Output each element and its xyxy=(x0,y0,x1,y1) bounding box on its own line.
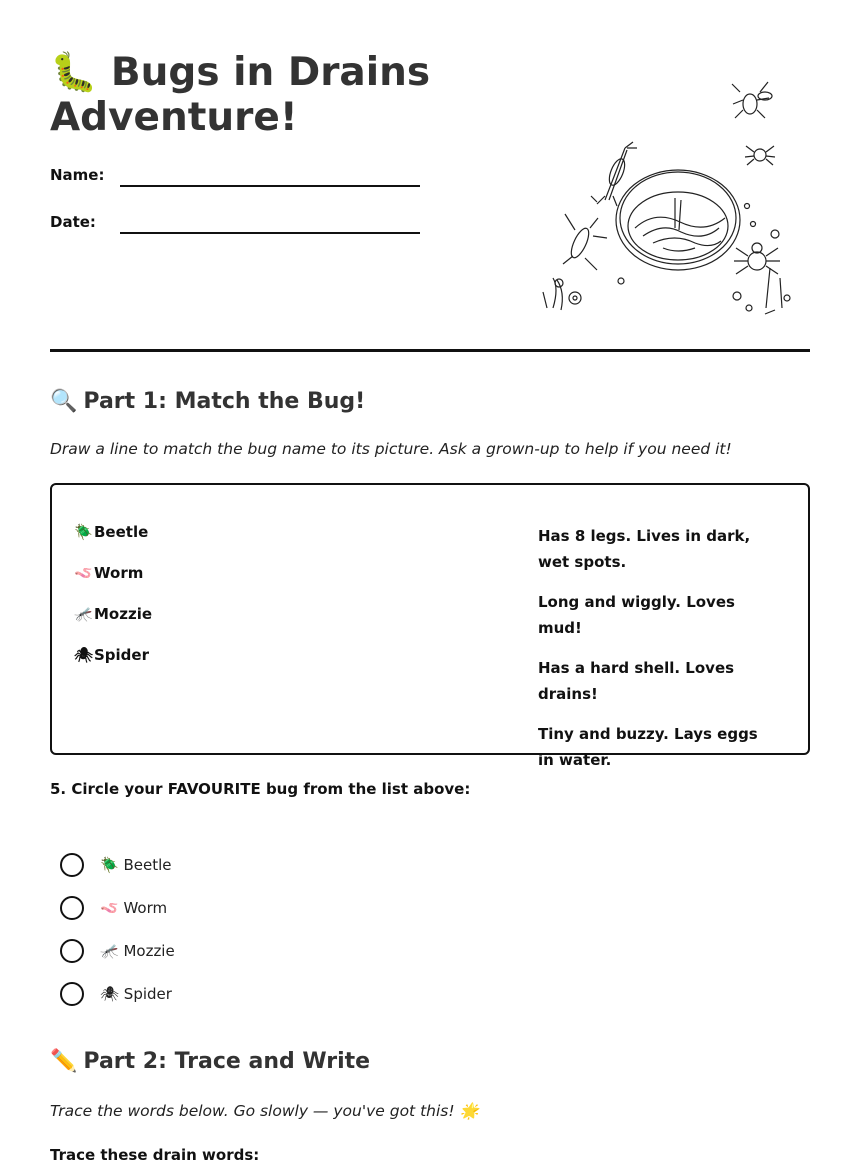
bug-name-worm[interactable] xyxy=(74,564,152,605)
drain-bowl xyxy=(616,170,740,270)
description-item[interactable]: Tiny and buzzy. Lays eggs in water. xyxy=(538,725,758,769)
choice-circle[interactable] xyxy=(60,896,84,920)
part2-heading xyxy=(50,1049,370,1074)
bug-name-list xyxy=(74,523,152,687)
drain-bugs-illustration xyxy=(535,78,810,318)
date-write-line[interactable] xyxy=(120,232,420,234)
description-item[interactable]: Has a hard shell. Loves drains! xyxy=(538,659,735,703)
beetle-drawing xyxy=(732,82,772,118)
choice-mozzie[interactable] xyxy=(60,929,175,972)
part1-heading-text: Part 1: Match the Bug! xyxy=(83,389,366,414)
bug-name-label: Mozzie xyxy=(94,605,153,623)
favourite-bug-choices xyxy=(60,843,175,1015)
part1-instructions: Draw a line to match the bug name to its picture. Ask a grown-up to help if you need it! xyxy=(50,440,732,458)
choice-circle[interactable] xyxy=(60,853,84,877)
pencil-icon: ✏️ xyxy=(50,1049,78,1074)
choice-spider[interactable] xyxy=(60,972,175,1015)
spider-icon: 🕷 xyxy=(74,646,94,664)
choice-worm[interactable] xyxy=(60,886,175,929)
caterpillar-icon: 🐛 xyxy=(50,50,98,94)
bug-name-spider[interactable] xyxy=(74,646,152,687)
question-5-prompt: 5. Circle your FAVOURITE bug from the list above: xyxy=(50,780,471,798)
date-label: Date: xyxy=(50,213,96,231)
beetle-icon: 🪲 xyxy=(74,523,93,541)
worksheet-title xyxy=(50,50,510,140)
spider-drawing xyxy=(734,243,780,274)
choice-label: 🪲 Beetle xyxy=(100,855,172,874)
bug-name-label: Worm xyxy=(94,564,144,582)
trace-words-label: Trace these drain words: xyxy=(50,1146,260,1164)
choice-label: 🕷 Spider xyxy=(100,984,172,1003)
description-item[interactable]: Has 8 legs. Lives in dark, wet spots. xyxy=(538,527,751,571)
bug-name-label: Beetle xyxy=(94,523,149,541)
choice-circle[interactable] xyxy=(60,939,84,963)
bug-name-mozzie[interactable] xyxy=(74,605,152,646)
choice-label: 🦟 Mozzie xyxy=(100,941,175,960)
section-divider xyxy=(50,349,810,352)
grasshopper-drawing xyxy=(591,142,637,206)
title-text: Bugs in Drains Adventure! xyxy=(50,50,431,140)
choice-beetle[interactable] xyxy=(60,843,175,886)
worm-icon: 🪱 xyxy=(74,564,93,582)
name-label: Name: xyxy=(50,166,105,184)
spider-drawing-small xyxy=(745,146,775,165)
cricket-drawing xyxy=(563,214,607,270)
bug-description-list xyxy=(538,523,778,787)
choice-circle[interactable] xyxy=(60,982,84,1006)
bug-name-label: Spider xyxy=(94,646,149,664)
name-field[interactable] xyxy=(50,166,430,196)
bug-name-beetle[interactable] xyxy=(74,523,152,564)
part2-heading-text: Part 2: Trace and Write xyxy=(83,1049,371,1074)
part2-instructions: Trace the words below. Go slowly — you've got this! 🌟 xyxy=(50,1102,479,1120)
description-item[interactable]: Long and wiggly. Loves mud! xyxy=(538,593,735,637)
name-write-line[interactable] xyxy=(120,185,420,187)
part1-heading xyxy=(50,389,365,414)
date-field[interactable] xyxy=(50,213,430,243)
magnifier-icon: 🔍 xyxy=(50,389,78,414)
mosquito-icon: 🦟 xyxy=(74,605,93,623)
choice-label: 🪱 Worm xyxy=(100,898,168,917)
matching-box xyxy=(50,483,810,769)
